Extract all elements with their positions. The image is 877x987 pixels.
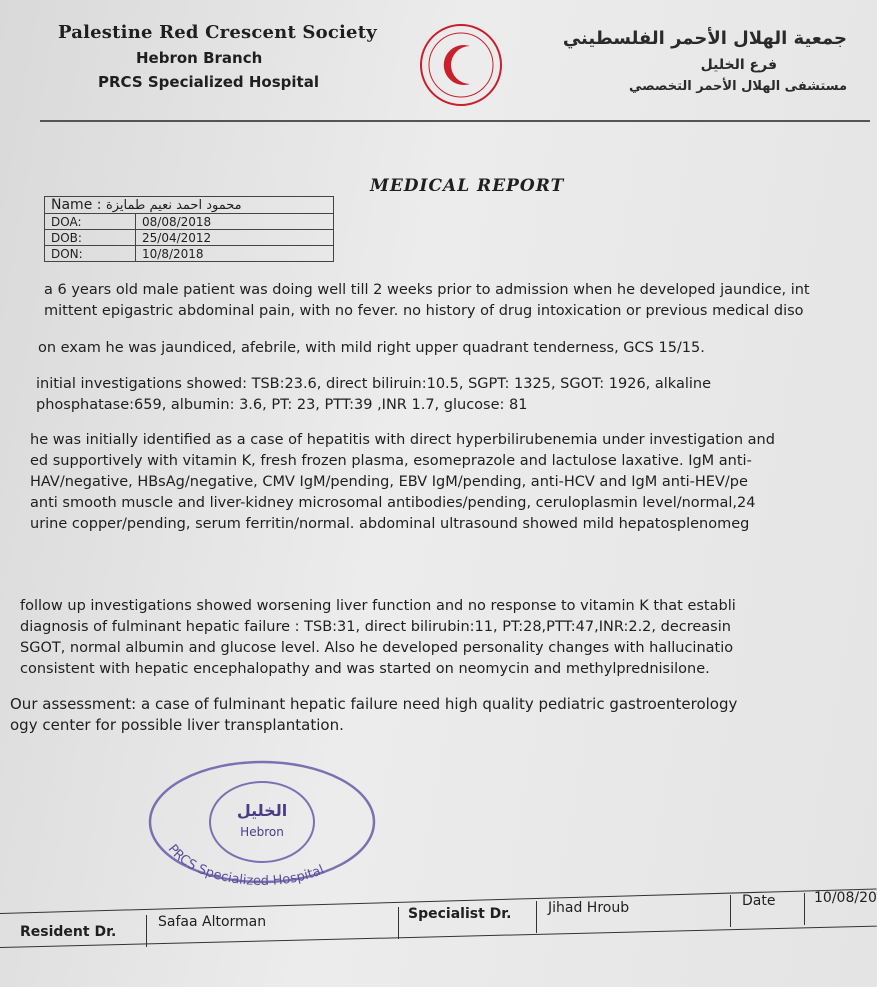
- footer-divider: [804, 893, 805, 925]
- text-line: initial investigations showed: TSB:23.6, direct biliruin:10.5, SGPT: 1325, SGOT: 1926, alkaline: [36, 376, 712, 392]
- text-line: a 6 years old male patient was doing well till 2 weeks prior to admission when he developed jaundice, int: [44, 282, 810, 298]
- footer-bottom-line: [0, 926, 877, 948]
- resident-label: Resident Dr.: [20, 924, 117, 940]
- text-line: follow up investigations showed worsening liver function and no response to vitamin K that establi: [20, 598, 736, 614]
- text-line: HAV/negative, HBsAg/negative, CMV IgM/pending, EBV IgM/pending, anti-HCV and IgM anti-HEV/pe: [30, 474, 748, 490]
- paragraph-assessment: [10, 694, 737, 736]
- text-line: phosphatase:659, albumin: 3.6, PT: 23, PTT:39 ,INR 1.7, glucose: 81: [36, 397, 528, 413]
- branch-name-ar: فرع الخليل: [700, 57, 777, 73]
- footer-divider: [536, 901, 537, 933]
- specialist-label: Specialist Dr.: [408, 906, 512, 922]
- date-value: 10/08/20: [814, 890, 877, 906]
- stamp-arabic-text: الخليل: [236, 801, 288, 820]
- patient-info-table: [44, 196, 334, 262]
- text-line: SGOT, normal albumin and glucose level. Also he developed personality changes with hallucinatio: [20, 640, 734, 656]
- doa-value: 08/08/2018: [136, 214, 334, 230]
- dob-row: [45, 230, 334, 246]
- name-row: [45, 197, 334, 214]
- paragraph-initial-diagnosis: [30, 430, 775, 535]
- name-label: Name :: [51, 197, 102, 213]
- paragraph-initial-investigations: [36, 374, 711, 416]
- red-crescent-logo-icon: [418, 22, 504, 108]
- doa-row: [45, 214, 334, 230]
- header-arabic: [563, 28, 847, 94]
- text-line: ogy center for possible liver transplantation.: [10, 716, 344, 734]
- stamp-english-text: Hebron: [240, 825, 284, 839]
- text-line: urine copper/pending, serum ferritin/normal. abdominal ultrasound showed mild hepatosplenomeg: [30, 516, 750, 532]
- hospital-stamp: [142, 760, 382, 890]
- branch-name-en: Hebron Branch: [136, 49, 263, 67]
- org-name-ar: جمعية الهلال الأحمر الفلسطيني: [562, 28, 847, 49]
- specialist-name: Jihad Hroub: [548, 900, 630, 916]
- org-name-en: Palestine Red Crescent Society: [58, 22, 377, 43]
- text-line: anti smooth muscle and liver-kidney microsomal antibodies/pending, ceruloplasmin level/normal,24: [30, 495, 756, 511]
- paragraph-follow-up: [20, 596, 736, 680]
- text-line: he was initially identified as a case of hepatitis with direct hyperbilirubenemia under investigation and: [30, 432, 775, 448]
- don-row: [45, 246, 334, 262]
- text-line: diagnosis of fulminant hepatic failure : TSB:31, direct bilirubin:11, PT:28,PTT:47,INR:2.2, decreasin: [20, 619, 731, 635]
- text-line: Our assessment: a case of fulminant hepatic failure need high quality pediatric gastroenterology: [10, 695, 738, 713]
- dob-value: 25/04/2012: [136, 230, 334, 246]
- footer-divider: [146, 915, 147, 947]
- svg-text:PRCS Specialized Hospital: [165, 842, 327, 889]
- paragraph-history: [44, 280, 810, 322]
- doa-label: DOA:: [45, 214, 136, 230]
- text-line: consistent with hepatic encephalopathy and was started on neomycin and methylprednisilone.: [20, 661, 710, 677]
- dob-label: DOB:: [45, 230, 136, 246]
- signature-footer: [0, 885, 877, 965]
- text-line: ed supportively with vitamin K, fresh frozen plasma, esomeprazole and lactulose laxative. IgM anti-: [30, 453, 752, 469]
- paragraph-exam: [38, 338, 705, 359]
- footer-divider: [730, 895, 731, 927]
- stamp-ring-text: PRCS Specialized Hospital: [164, 841, 327, 890]
- resident-name: Safaa Altorman: [158, 914, 267, 930]
- hospital-name-ar: مستشفى الهلال الأحمر التخصصي: [628, 79, 847, 94]
- footer-divider: [398, 907, 399, 939]
- patient-name: محمود احمد نعيم طمايزة: [105, 198, 242, 213]
- don-label: DON:: [45, 246, 136, 262]
- header-divider: [40, 120, 870, 122]
- don-value: 10/8/2018: [136, 246, 334, 262]
- hospital-name-en: PRCS Specialized Hospital: [98, 73, 319, 91]
- header-english: [58, 22, 377, 91]
- text-line: on exam he was jaundiced, afebrile, with mild right upper quadrant tenderness, GCS 15/15.: [38, 340, 705, 356]
- text-line: mittent epigastric abdominal pain, with no fever. no history of drug intoxication or previous medical diso: [44, 303, 804, 319]
- report-title: MEDICAL REPORT: [370, 176, 565, 196]
- date-label: Date: [742, 893, 776, 909]
